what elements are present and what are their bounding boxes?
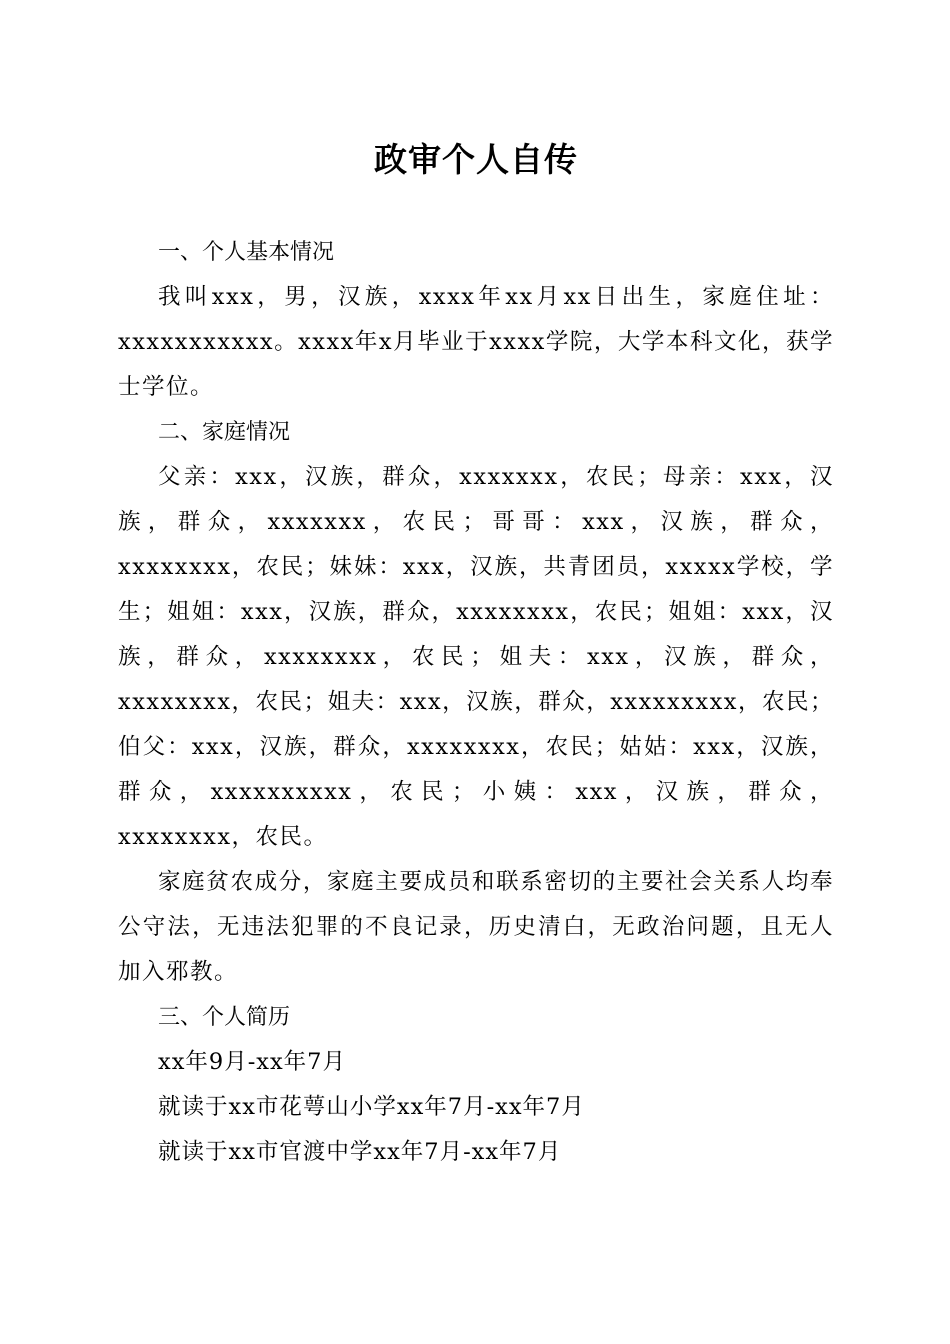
section-heading-resume: 三、个人简历 bbox=[158, 1005, 291, 1030]
resume-line: xx年9月-xx年7月 bbox=[158, 1049, 346, 1075]
resume-line: 就读于xx市花萼山小学xx年7月-xx年7月 bbox=[158, 1094, 585, 1120]
basic-info-paragraph: 我叫xxx，男，汉族，xxxx年xx月xx日出生，家庭住址：xxxxxxxxxxx。xxxx年x月毕业于xxxx学院，大学本科文化，获学士学位。 bbox=[118, 284, 834, 400]
document-title: 政审个人自传 bbox=[374, 140, 578, 179]
section-heading-family: 二、家庭情况 bbox=[158, 420, 291, 445]
family-members-paragraph: 父亲：xxx，汉族，群众，xxxxxxx，农民；母亲：xxx，汉族，群众，xxxxxxx，农民；哥哥：xxx，汉族，群众，xxxxxxxx，农民；妹妹：xxx，汉族，共青团员，xxxxx学校，学生；姐姐：xxx，汉族，群众，xxxxxxxx，农民；姐姐：xxx，汉族，群众，xxxxxxxx，农民；姐夫：xxx，汉族，群众，xxxxxxxx，农民；姐夫：xxx，汉族，群众，xxxxxxxxx，农民；伯父：xxx，汉族，群众，xxxxxxxx，农民；姑姑：xxx，汉族，群众，xxxxxxxxxx，农民；小姨：xxx，汉族，群众，xxxxxxxx，农民。 bbox=[118, 464, 834, 850]
resume-line: 就读于xx市官渡中学xx年7月-xx年7月 bbox=[158, 1139, 562, 1165]
family-background-paragraph: 家庭贫农成分，家庭主要成员和联系密切的主要社会关系人均奉公守法，无违法犯罪的不良记录，历史清白，无政治问题，且无人加入邪教。 bbox=[118, 869, 834, 985]
section-heading-basic-info: 一、个人基本情况 bbox=[158, 240, 335, 265]
document-body bbox=[118, 230, 834, 1175]
